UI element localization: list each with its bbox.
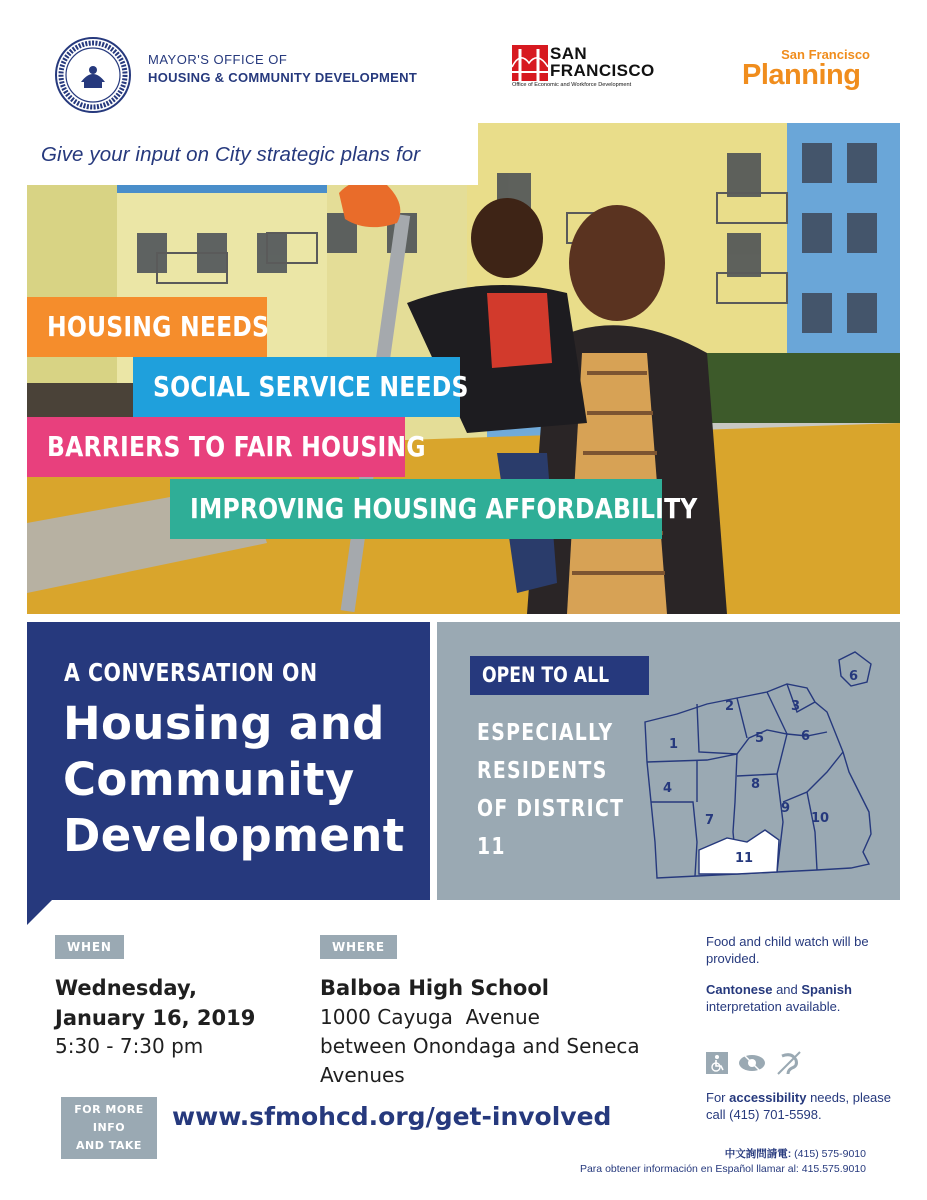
wheelchair-icon <box>706 1052 728 1074</box>
oewd-name-line2: FRANCISCO <box>550 61 655 80</box>
audience-line1: ESPECIALLY <box>477 720 614 746</box>
topic-social-service-needs <box>133 357 469 417</box>
topic-label-2: SOCIAL SERVICE NEEDS <box>153 370 469 403</box>
access-post: needs, please call (415) 701-5598. <box>706 1090 892 1122</box>
venue-address <box>320 1003 680 1090</box>
mohcd-line2: HOUSING & COMMUNITY DEVELOPMENT <box>148 70 418 85</box>
venue-address-line1: 1000 Cayuga Avenue <box>320 1005 540 1029</box>
panel-tail-decoration <box>27 899 53 925</box>
oewd-subtitle: Office of Economic and Workforce Development <box>512 82 632 88</box>
event-date <box>55 973 255 1033</box>
topic-barriers-fair-housing <box>27 417 426 477</box>
district-label-11: 11 <box>735 851 754 866</box>
accessibility-icons <box>706 1050 806 1076</box>
district-label-3: 3 <box>791 699 801 714</box>
district-label-4: 4 <box>663 781 673 796</box>
planning-line2: Planning <box>742 59 861 91</box>
oewd-name <box>550 45 655 79</box>
hearing-assist-icon <box>778 1052 800 1074</box>
low-vision-icon <box>739 1053 765 1073</box>
when-label: WHEN <box>55 935 124 959</box>
access-pre: For <box>706 1090 730 1105</box>
chinese-phone: (415) 575-9010 <box>791 1148 866 1160</box>
topic-housing-affordability <box>170 479 698 539</box>
district-label-10: 10 <box>811 811 830 826</box>
where-label: WHERE <box>320 935 397 959</box>
event-intro: A CONVERSATION ON <box>64 658 318 687</box>
food-note: Food and child watch will be provided. <box>706 934 869 966</box>
district-label-1: 1 <box>669 737 679 752</box>
oewd-logo <box>512 44 655 91</box>
district-label-6: 6 <box>801 729 811 744</box>
topic-label-4: IMPROVING HOUSING AFFORDABILITY <box>190 492 698 525</box>
event-title-line2: Community <box>63 753 355 806</box>
more-info-line3: SURVEY <box>82 1175 136 1188</box>
audience-line2: RESIDENTS <box>477 758 608 784</box>
district-label-7: 7 <box>705 813 715 828</box>
open-to-all-label: OPEN TO ALL <box>482 663 610 687</box>
event-date-line2: January 16, 2019 <box>55 1006 256 1030</box>
oewd-name-line1: SAN <box>550 44 588 63</box>
mohcd-line1: MAYOR'S OFFICE OF <box>148 52 288 67</box>
interpretation-text: interpretation available. <box>706 999 841 1014</box>
lang-cantonese: Cantonese <box>706 982 773 997</box>
venue-address-line2: between Onondaga and Seneca <box>320 1034 640 1058</box>
event-title-line3: Development <box>63 809 405 862</box>
audience-line4: 11 <box>477 834 506 860</box>
event-title-panel <box>27 622 430 900</box>
open-to-all-badge <box>470 656 649 695</box>
city-seal-logo <box>54 36 132 114</box>
accessibility-note <box>706 1089 906 1123</box>
hero-tagline: Give your input on City strategic plans for <box>27 123 478 185</box>
spanish-phone-line: Para obtener información en Español llamar al: 415.575.9010 <box>579 1163 866 1175</box>
sf-planning-logo <box>742 48 872 89</box>
more-info-line2: AND TAKE OUR <box>76 1139 142 1170</box>
lang-spanish: Spanish <box>801 982 852 997</box>
chinese-phone-line <box>725 1146 866 1161</box>
district-map <box>637 642 882 892</box>
interpretation-note <box>706 981 896 1015</box>
district-label-2: 2 <box>725 699 735 714</box>
mohcd-logo-text <box>148 51 417 87</box>
topic-housing-needs <box>27 297 270 357</box>
audience-text <box>477 714 624 866</box>
event-date-line1: Wednesday, <box>55 976 197 1000</box>
event-title <box>63 696 405 864</box>
more-info-line1: FOR MORE INFO <box>74 1103 144 1134</box>
audience-line3: OF DISTRICT <box>477 796 625 822</box>
more-info-tag <box>61 1097 157 1188</box>
venue-address-line3: Avenues <box>320 1063 405 1087</box>
chinese-label: 中文詢問請電: <box>724 1148 792 1160</box>
district-label-6-island: 6 <box>849 669 859 684</box>
lang-and: and <box>772 982 802 997</box>
survey-link[interactable]: www.sfmohcd.org/get-involved <box>172 1102 612 1131</box>
district-label-9: 9 <box>781 801 791 816</box>
district-label-8: 8 <box>751 777 761 792</box>
event-time: 5:30 - 7:30 pm <box>55 1034 204 1058</box>
topic-label-3: BARRIERS TO FAIR HOUSING <box>47 430 426 463</box>
planning-line1: San Francisco <box>781 47 870 62</box>
golden-gate-icon <box>512 45 548 81</box>
event-title-line1: Housing and <box>63 697 385 750</box>
audience-panel <box>437 622 900 900</box>
venue-name: Balboa High School <box>320 976 549 1000</box>
topic-label-1: HOUSING NEEDS <box>47 310 270 343</box>
district-label-5: 5 <box>755 731 765 746</box>
access-bold: accessibility <box>729 1090 807 1105</box>
